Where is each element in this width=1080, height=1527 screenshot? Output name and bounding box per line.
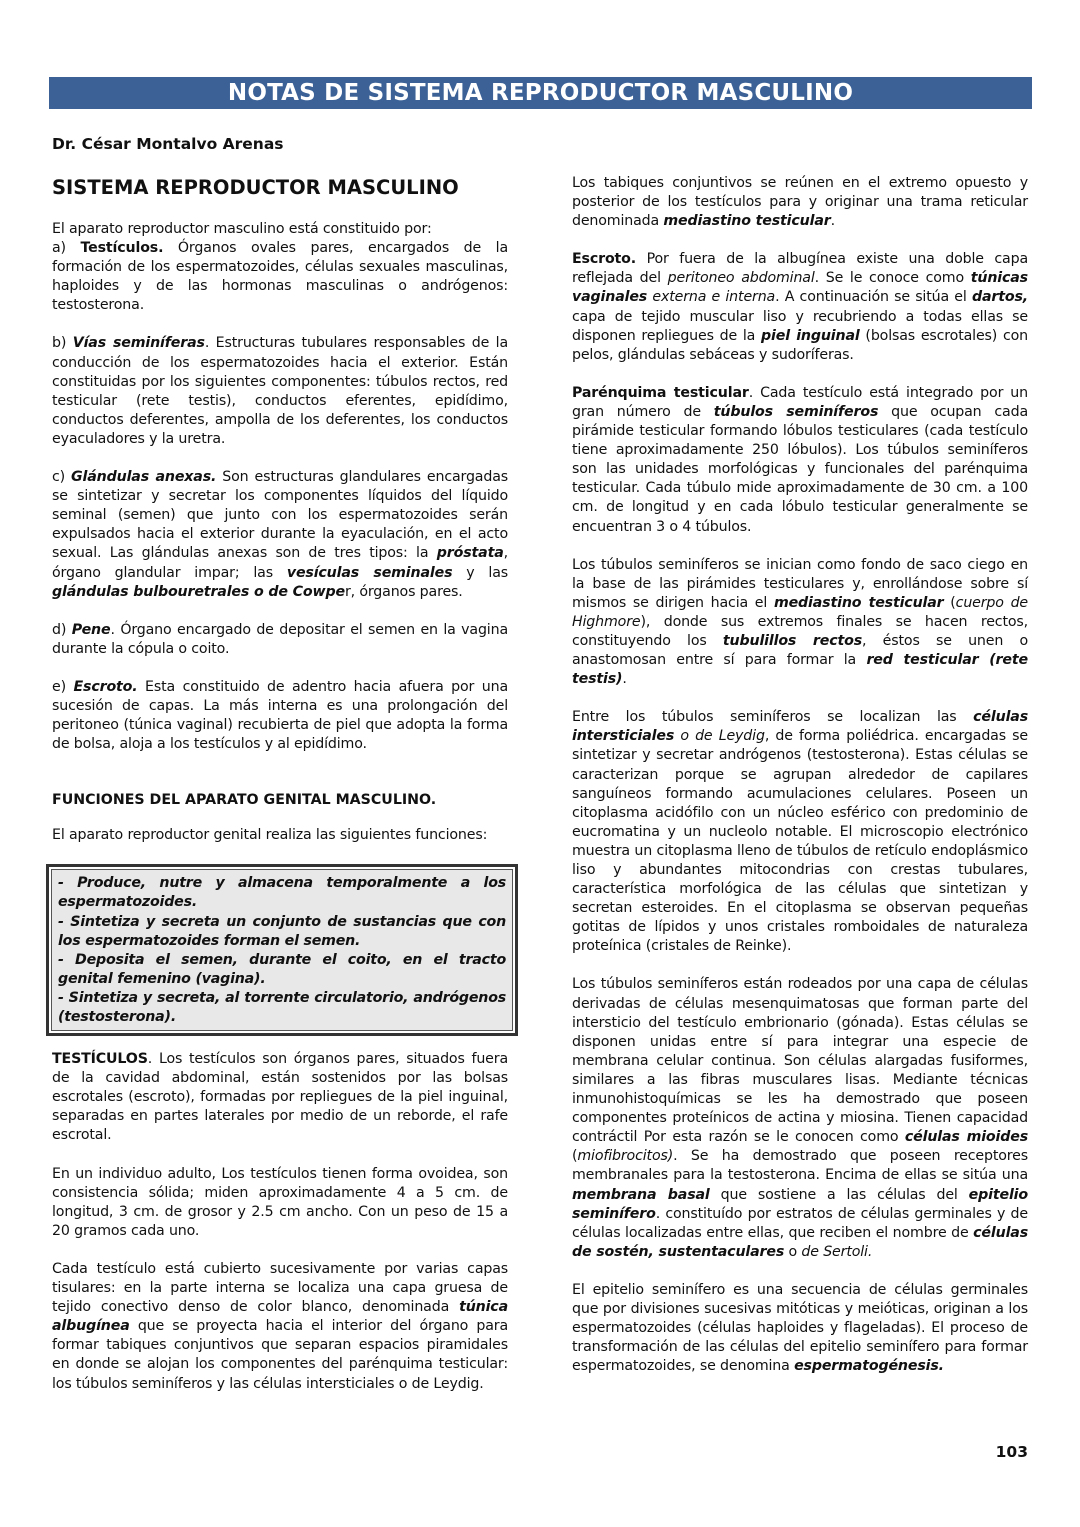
paragraph-capas: Cada testículo está cubierto sucesivamente por varias capas tisulares: en la parte interna se localiza una capa gruesa de tejido conectivo denso de color blanco, denominada túnica albugínea que se proyecta hacia el interior del órgano para formar tabiques conjuntivos que separan espacios piramidales en donde se alojan los componentes del parénquima testicular: los túbulos seminíferos y las células intersticiales o de Leydig. — [52, 1260, 508, 1392]
function-item: - Sintetiza y secreta, al torrente circulatorio, andrógenos (testosterona). — [58, 989, 506, 1025]
function-item: - Sintetiza y secreta un conjunto de sustancias que con los espermatozoides forman el semen. — [58, 913, 506, 949]
function-item: - Deposita el semen, durante el coito, en el tracto genital femenino (vagina). — [58, 951, 506, 987]
paragraph-testiculos: TESTÍCULOS. Los testículos son órganos pares, situados fuera de la cavidad abdominal, están sostenidos por las bolsas escrotales (escroto), formadas por repliegues de la piel inguinal, separadas en partes laterales por medio de un reborde, el rafe escrotal. — [52, 1051, 508, 1144]
term-escroto: Escroto. — [73, 678, 138, 695]
paragraph-intro: El aparato reproductor masculino está constituido por: a) Testículos. Órganos ovales pares, encargados de la formación de los espermatozoides, células sexuales masculinas, haploides y de las hormonas masculinas o andrógenos: testosterona. — [52, 221, 508, 314]
paragraph-pene: d) Pene. Órgano encargado de depositar el semen en la vagina durante la cópula o coito. — [52, 621, 508, 657]
term-pene: Pene — [71, 621, 111, 638]
term-testiculos: Testículos. — [80, 240, 164, 257]
function-item: - Produce, nutre y almacena temporalmente a los espermatozoides. — [58, 875, 506, 911]
section-heading: SISTEMA REPRODUCTOR MASCULINO — [52, 176, 459, 199]
paragraph-escroto-detail: Escroto. Por fuera de la albugínea existe una doble capa reflejada del peritoneo abdominal. Se le conoce como túnicas vaginales externa e interna. A continuación se sitúa el dartos, capa de tejido muscular liso y recubriendo a todas ellas se disponen repliegues de la piel inguinal (bolsas escrotales) con pelos, glándulas sebáceas y sudoríferas. — [572, 251, 1028, 363]
left-column — [52, 174, 508, 1413]
document-title-bar: NOTAS DE SISTEMA REPRODUCTOR MASCULINO — [49, 77, 1032, 109]
paragraph-vias: b) Vías seminíferas. Estructuras tubulares responsables de la conducción de los espermatozoides hacia el exterior. Están constituidas por los siguientes componentes: túbulos rectos, red testicular (rete testis), conductos eferentes, epidídimo, conductos deferentes, ampolla de los deferentes, los conductos eyaculadores y la uretra. — [52, 335, 509, 447]
paragraph-tubulos: Los túbulos seminíferos se inician como fondo de saco ciego en la base de las pirámides testiculares y, enrollándose sobre sí mismos se dirigen hacia el mediastino testicular (cuerpo de Highmore), donde sus extremos finales se hacen rectos, constituyendo los tubulillos rectos, éstos se unen o anastomosan entre sí para formar la red testicular (rete testis). — [572, 556, 1029, 688]
functions-heading: FUNCIONES DEL APARATO GENITAL MASCULINO. — [52, 792, 437, 809]
paragraph-adulto: En un individuo adulto, Los testículos tienen forma ovoidea, son consistencia sólida; miden aproximadamente 4 a 5 cm. de longitud, 3 cm. de grosor y 2.5 cm ancho. Con un peso de 15 a 20 gramos cada uno. — [52, 1165, 508, 1239]
right-column — [572, 174, 1028, 1395]
functions-box — [46, 864, 518, 1036]
author-name: Dr. César Montalvo Arenas — [52, 135, 284, 153]
paragraph-mioides: Los túbulos seminíferos están rodeados por una capa de células derivadas de células mesenquimatosas que forman parte del intersticio del testículo embrionario (gónada). Estas células se disponen unidas entre sí para integrar una especie de membrana celular continua. Son células alargadas fusiformes, similares a las fibras musculares lisas. Mediante técnicas inmunohistoquímicas se les ha demostrado que poseen componentes proteínicos de actina y miosina. Tienen capacidad contráctil Por esta razón se le conocen como células mioides (miofibrocitos). Se ha demostrado que poseen receptores membranales para la testosterona. Encima de ellas se sitúa una membrana basal que sostiene a las células del epitelio seminífero. constituído por estratos de células germinales y de células localizadas entre ellas, que reciben el nombre de células de sostén, sustentaculares o de Sertoli. — [572, 976, 1029, 1260]
term-glandulas-anexas: Glándulas anexas. — [71, 469, 217, 486]
term-vias-seminiferas: Vías seminíferas — [72, 335, 205, 352]
functions-intro: El aparato reproductor genital realiza las siguientes funciones: — [52, 827, 488, 844]
paragraph-glandulas: c) Glándulas anexas. Son estructuras glandulares encargadas se sintetizar y secretar los componentes líquidos del líquido seminal (semen) que junto con los espermatozoides serán expulsados hacia el exterior durante la eyaculación, en el acto sexual. Las glándulas anexas son de tres tipos: la próstata, órgano glandular impar; las vesículas seminales y las glándulas bulbouretrales o de Cowper, órganos pares. — [52, 469, 508, 600]
paragraph-tabiques: Los tabiques conjuntivos se reúnen en el extremo opuesto y posterior de los testículos para y originar una trama reticular denominada mediastino testicular. — [572, 175, 1028, 230]
paragraph-epitelio: El epitelio seminífero es una secuencia de células germinales que por divisiones sucesivas mitóticas y meióticas, originan a los espermatozoides (células haploides y flageladas). El proceso de transformación de las células del epitelio seminífero para formar espermatozoides, se denomina espermatogénesis. — [572, 1281, 1028, 1375]
paragraph-escroto: e) Escroto. Esta constituido de adentro hacia afuera por una sucesión de capas. La más interna es una prolongación del peritoneo (túnica vaginal) recubierta de piel que adopta la forma de bolsa, aloja a los testículos y al epidídimo. — [52, 678, 508, 753]
paragraph-parenquima: Parénquima testicular. Cada testículo está integrado por un gran número de túbulos seminíferos que ocupan cada pirámide testicular formando lóbulos testiculares (cada testículo tiene aproximadamente 250 lóbulos). Los túbulos seminíferos son las unidades morfológicas y funcionales del parénquima testicular. Cada túbulo mide aproximadamente de 30 cm. a 100 cm. de longitud y en cada lóbulo testicular generalmente se encuentran 3 o 4 túbulos. — [572, 384, 1028, 535]
page-number: 103 — [995, 1443, 1028, 1461]
paragraph-leydig: Entre los túbulos seminíferos se localizan las células intersticiales o de Leydig, de forma poliédrica. encargadas se sintetizar y secretar andrógenos (testosterona). Estas células se caracterizan porque se agrupan alrededor de capilares sanguíneos formando acumulaciones celulares. Poseen un citoplasma acidófilo con un núcleo esférico con predominio de eucromatina y un nucleolo notable. El microscopio electrónico muestra un citoplasma lleno de túbulos de retículo endoplásmico liso y abundantes mitocondrias con crestas tubulares, característica morfológica de las células que sintetizan y secretan esteroides. En el citoplasma se observan pequeñas gotitas de lípidos y unos cristales romboidales de naturaleza proteínica (cristales de Reinke). — [572, 709, 1028, 955]
